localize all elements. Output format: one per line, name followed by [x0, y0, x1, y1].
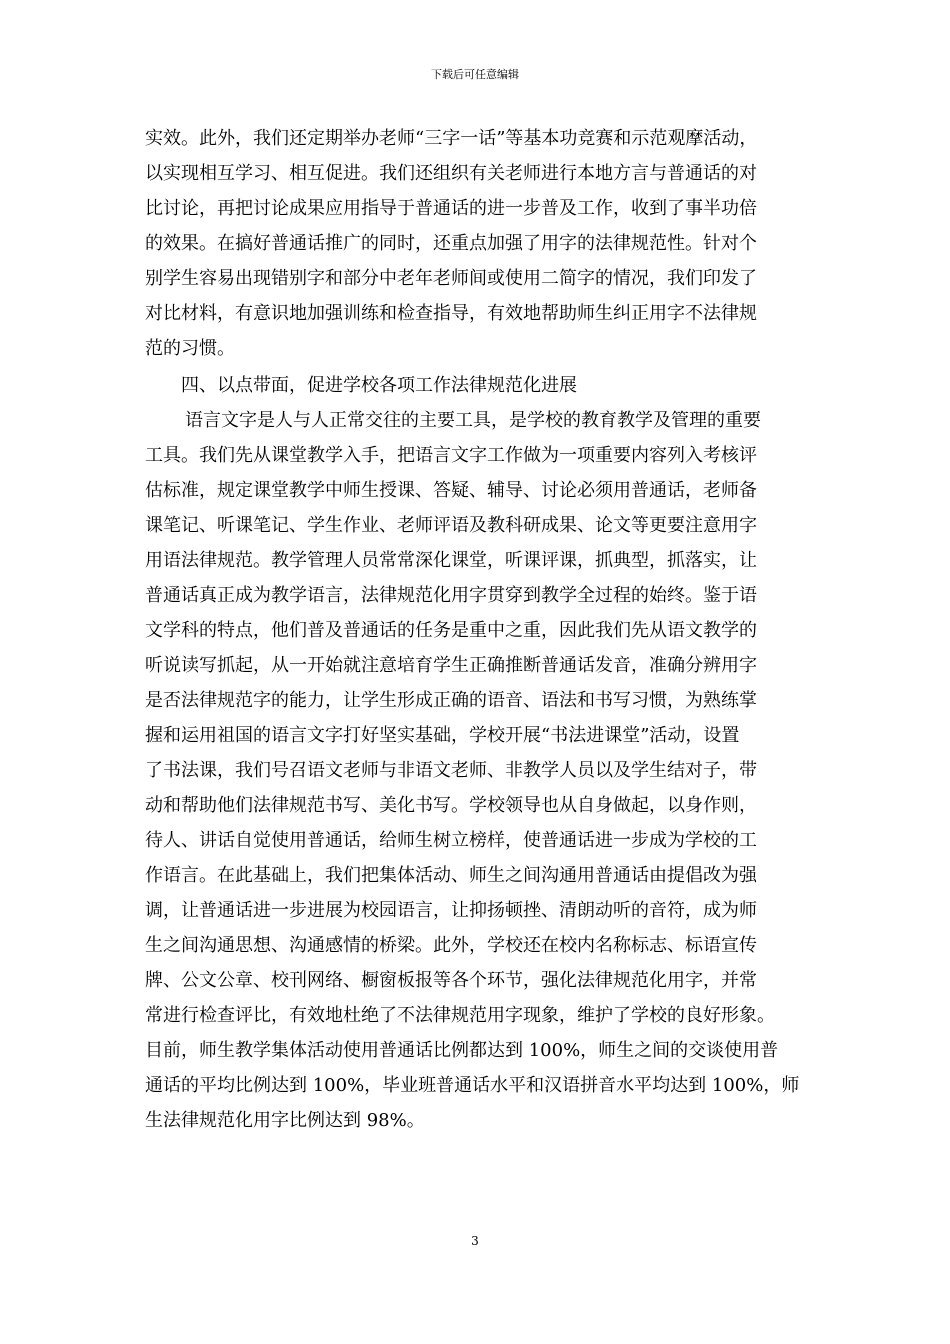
- text-line: 范的习惯。: [145, 338, 235, 359]
- text-line: 了书法课，我们号召语文老师与非语文老师、非教学人员以及学生结对子，带: [145, 760, 757, 781]
- text-line: 别学生容易出现错别字和部分中老年老师间或使用二简字的情况，我们印发了: [145, 268, 757, 289]
- text-line: 动和帮助他们法律规范书写、美化书写。学校领导也从自身做起，以身作则，: [145, 795, 757, 816]
- text-line: 作语言。在此基础上，我们把集体活动、师生之间沟通用普通话由提倡改为强: [145, 865, 757, 886]
- text-line: 对比材料，有意识地加强训练和检查指导，有效地帮助师生纠正用字不法律规: [145, 303, 757, 324]
- text-line: 待人、讲话自觉使用普通话，给师生树立榜样，使普通话进一步成为学校的工: [145, 830, 757, 851]
- text-line: [145, 1139, 805, 1173]
- text-line: 是否法律规范字的能力，让学生形成正确的语音、语法和书写习惯，为熟练掌: [145, 690, 757, 711]
- page-number: 3: [471, 1234, 479, 1248]
- text-line: 比讨论，再把讨论成果应用指导于普通话的进一步普及工作，收到了事半功倍: [145, 198, 757, 219]
- text-line: 语言文字是人与人正常交往的主要工具，是学校的教育教学及管理的重要: [185, 410, 761, 431]
- text-line: 文学科的特点，他们普及普通话的任务是重中之重，因此我们先从语文教学的: [145, 620, 757, 641]
- text-line: 听说读写抓起，从一开始就注意培育学生正确推断普通话发音，准确分辨用字: [145, 655, 757, 676]
- text-line: 工具。我们先从课堂教学入手，把语言文字工作做为一项重要内容列入考核评: [145, 445, 757, 466]
- section-heading: 四、以点带面，促进学校各项工作法律规范化进展: [181, 375, 577, 396]
- text-line: 生法律规范化用字比例达到 98%。: [145, 1110, 425, 1131]
- page-header: 下载后可任意编辑: [431, 68, 519, 81]
- text-line: 实效。此外，我们还定期举办老师“三字一话”等基本功竞赛和示范观摩活动，: [145, 128, 758, 149]
- text-line: 估标准，规定课堂教学中师生授课、答疑、辅导、讨论必须用普通话，老师备: [145, 480, 757, 501]
- text-line: 以实现相互学习、相互促进。我们还组织有关老师进行本地方言与普通话的对: [145, 163, 757, 184]
- text-line: 通话的平均比例达到 100%，毕业班普通话水平和汉语拼音水平均达到 100%，师: [145, 1075, 800, 1096]
- text-line: 调，让普通话进一步进展为校园语言，让抑扬顿挫、清朗动听的音符，成为师: [145, 900, 757, 921]
- text-line: 目前，师生教学集体活动使用普通话比例都达到 100%，师生之间的交谈使用普: [145, 1040, 779, 1061]
- text-line: 常进行检查评比，有效地杜绝了不法律规范用字现象，维护了学校的良好形象。: [145, 1005, 775, 1026]
- text-line: 牌、公文公章、校刊网络、橱窗板报等各个环节，强化法律规范化用字，并常: [145, 970, 757, 991]
- text-line: 普通话真正成为教学语言，法律规范化用字贯穿到教学全过程的始终。鉴于语: [145, 585, 757, 606]
- text-line: 的效果。在搞好普通话推广的同时，还重点加强了用字的法律规范性。针对个: [145, 233, 757, 254]
- text-line: 生之间沟通思想、沟通感情的桥梁。此外，学校还在校内名称标志、标语宣传: [145, 935, 757, 956]
- text-line: 用语法律规范。教学管理人员常常深化课堂，听课评课，抓典型，抓落实，让: [145, 550, 757, 571]
- text-line: 握和运用祖国的语言文字打好坚实基础，学校开展“书法进课堂”活动，设置: [145, 725, 740, 746]
- text-line: 课笔记、听课笔记、学生作业、老师评语及教科研成果、论文等更要注意用字: [145, 515, 757, 536]
